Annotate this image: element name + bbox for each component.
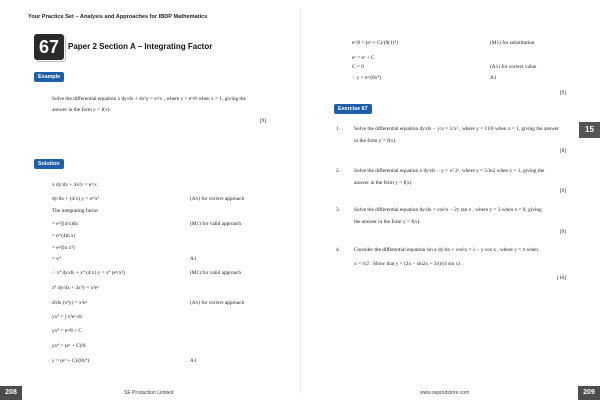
solution-step: ∴ x⁴ dy/dx + x⁴ (4/x) y = x⁴ (eˣ/x²) [52,270,125,276]
solution-step: = x⁴ [52,256,61,262]
example-label: Example [34,72,64,82]
solution-step: C = 0 [352,64,364,70]
example-question-line2: answer in the form y = f(x). [52,107,111,113]
exercise-text: in the form y = f(x). [354,138,397,144]
exercise-text: the answer in the form y = f(x). [354,219,421,225]
exercise-text: Consider the differential equation sin x dy/dx + cos²x = 1 − y cos x , where y = π when [354,247,538,253]
exercise-marks: [8] [559,148,566,154]
exercise-marks: [9] [559,229,566,235]
chapter-side-tab: 15 [579,122,600,138]
left-page-number: 208 [0,386,22,400]
exercise-text: answer in the form y = f(x). [354,180,413,186]
exercise-text: Solve the differential equation x dy/dx − y = x² 2ˣ, where y = 5/ln2 when x = 1, giving the [354,168,545,174]
solution-step: y = (eˣ + C)/(8x⁴) [52,358,90,364]
exercise-marks: [10] [557,275,566,281]
solution-note: (M1) for substitution [490,40,535,46]
solution-step: yx⁴ = ∫ x²eˣ dx [52,314,83,320]
page-spine-divider [300,8,301,393]
exercise-number: 2. [336,168,340,174]
solution-step: d/dx (x⁴y) = x²eˣ [52,300,88,306]
exercise-label: Exercise 67 [334,104,372,114]
exercise-text: x = π/2 . Show that y = (2x − sin2x + 3π)/(4 sin x) . [354,261,463,267]
solution-step: = e^(4ln x) [52,233,76,239]
solution-step: dy/dx + (4/x) y = eˣ/x² [52,196,100,202]
solution-note: (A1) for correct approach [190,196,245,202]
section-title: Paper 2 Section A – Integrating Factor [68,42,213,51]
section-number: 67 [38,37,60,57]
solution-step: x⁴ dy/dx + 4x³y = x²eˣ [52,285,99,291]
solution-step: eˣ = eˣ + C [352,55,375,61]
solution-step: ∴ y = eˣ/(8x⁴) [352,75,382,81]
exercise-marks: [9] [559,188,566,194]
solution-note: (M1) for valid approach [190,221,242,227]
solution-step: x dy/dx + 4x²y = eˣ/x [52,182,97,188]
solution-note: A1 [490,75,497,81]
example-question-line1: Solve the differential equation x dy/dx + 4x²y = eˣ/x , where y = eˣ/8 when x = 1, giving the [52,96,246,102]
solution-step: The integrating factor [52,208,99,214]
publisher-website: www.seprodstore.com [420,390,470,396]
section-number-badge [34,34,64,60]
solution-note: (M1) for valid approach [190,270,242,276]
solution-label: Solution [34,159,64,169]
exercise-number: 4. [336,247,340,253]
solution-marks: [9] [559,90,566,96]
solution-step: = e^(ln x⁴) [52,245,75,251]
solution-note: (A1) for correct value [490,64,537,70]
publisher-name: SE Production Limited [124,390,174,396]
solution-step: yx⁴ = (eˣ + C)/8 [52,343,86,349]
solution-step: = e^∫(4/x)dx [52,221,79,227]
solution-note: (A1) for correct approach [190,300,245,306]
exercise-text: Solve the differential equation dy/dx − y/x = 1/x² , where y = 11/8 when x = 1, giving the answer [354,126,560,132]
exercise-number: 1. [336,126,340,132]
example-marks: [9] [259,118,266,124]
solution-note: A1 [190,256,197,262]
solution-step: eˣ/8 = (eˣ + C)/(8(1)⁴) [352,40,398,46]
exercise-number: 3. [336,207,340,213]
right-page-number: 209 [578,386,600,400]
book-title-header: Your Practice Set – Analysis and Approaches for IBDP Mathematics [28,14,208,20]
solution-step: yx⁴ = eˣ/8 + C [52,328,82,334]
exercise-text: Solve the differential equation dy/dx = cos²x − 2y tan x , where y = 3 when x = 0, giving [354,207,542,213]
solution-note: A1 [190,358,197,364]
